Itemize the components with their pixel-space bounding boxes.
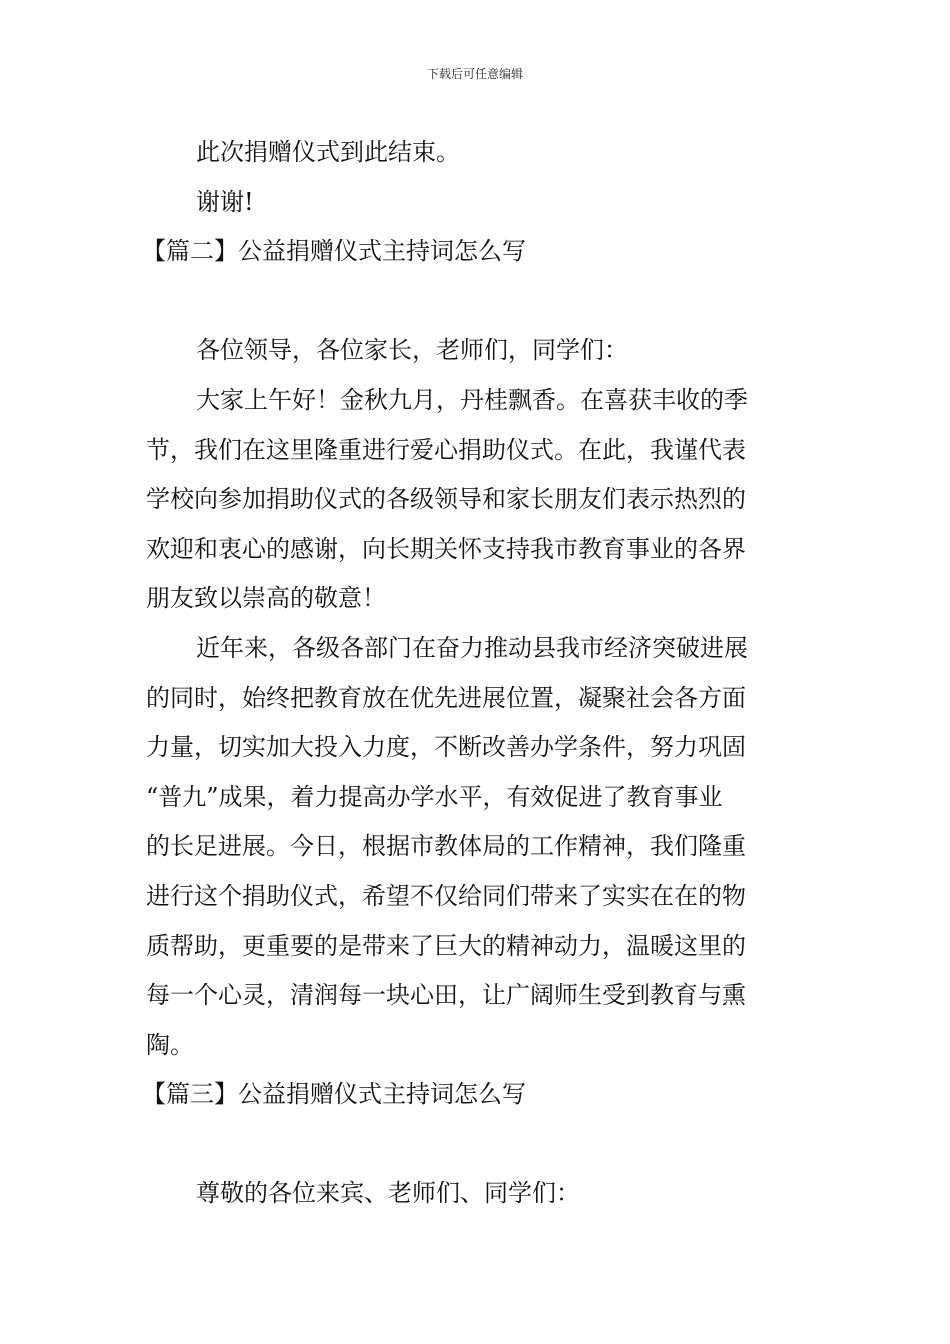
paragraph-line: “普九”成果，着力提高办学水平，有效促进了教育事业 (146, 782, 723, 811)
paragraph-line: 欢迎和衷心的感谢，向长期关怀支持我市教育事业的各界 (146, 534, 746, 563)
blank-line (146, 277, 810, 327)
section-two-title: 【篇二】公益捐赠仪式主持词怎么写 (142, 237, 526, 266)
paragraph-line: 朋友致以崇高的敬意！ (146, 584, 386, 613)
paragraph-line: 学校向参加捐助仪式的各级领导和家长朋友们表示热烈的 (146, 485, 746, 514)
paragraph-line: 近年来，各级各部门在奋力推动县我市经济突破进展 (196, 633, 748, 662)
paragraph-line: 大家上午好！金秋九月，丹桂飘香。在喜获丰收的季 (196, 385, 748, 414)
section-three-title: 【篇三】公益捐赠仪式主持词怎么写 (142, 1080, 526, 1109)
document-body (142, 128, 810, 1219)
paragraph-line: 陶。 (146, 1030, 194, 1059)
blank-line (146, 1120, 810, 1170)
paragraph-line: 的同时，始终把教育放在优先进展位置，凝聚社会各方面 (146, 683, 746, 712)
section-two-greeting: 各位领导，各位家长，老师们，同学们： (196, 336, 628, 365)
paragraph-line: 力量，切实加大投入力度，不断改善办学条件，努力巩固 (146, 733, 746, 762)
paragraph-line: 进行这个捐助仪式，希望不仅给同们带来了实实在在的物 (146, 881, 746, 910)
paragraph-line: 节，我们在这里隆重进行爱心捐助仪式。在此，我谨代表 (146, 435, 746, 464)
paragraph-line: 的长足进展。今日，根据市教体局的工作精神，我们隆重 (146, 832, 746, 861)
paragraph-line: 质帮助，更重要的是带来了巨大的精神动力，温暖这里的 (146, 931, 746, 960)
section-three-greeting: 尊敬的各位来宾、老师们、同学们： (196, 1179, 580, 1208)
paragraph-line: 每一个心灵，清润每一块心田，让广阔师生受到教育与熏 (146, 981, 746, 1010)
closing-line: 此次捐赠仪式到此结束。 (196, 138, 460, 166)
thanks-line: 谢谢! (196, 187, 254, 216)
page-header-note: 下载后可任意编辑 (426, 67, 523, 81)
